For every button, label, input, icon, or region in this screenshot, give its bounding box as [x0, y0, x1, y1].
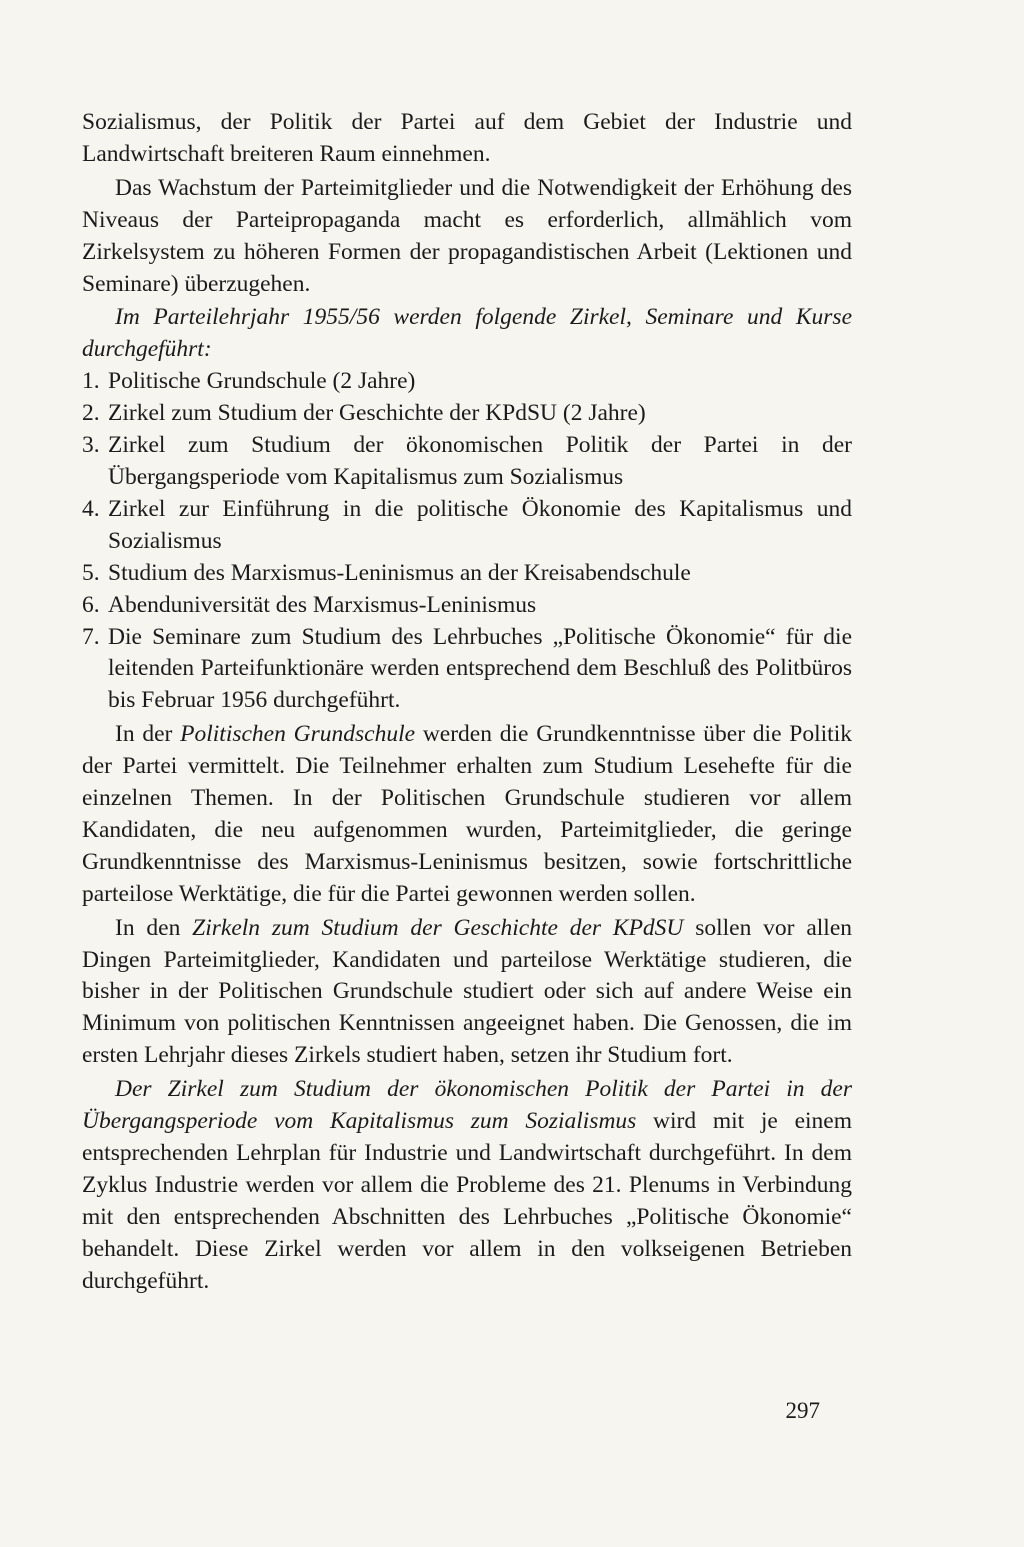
list-item — [82, 590, 852, 622]
paragraph-lead: In den — [115, 914, 193, 941]
paragraph-continuation: Sozialismus, der Politik der Partei auf dem Gebiet der Industrie und Landwirtschaft breiteren Raum einnehmen. — [82, 109, 852, 167]
course-list — [82, 366, 852, 717]
list-item-number: 1. — [82, 368, 100, 395]
body-text — [82, 107, 852, 1298]
paragraph-kpdsu — [82, 913, 852, 1073]
list-item-text: Die Seminare zum Studium des Lehrbuches „Politische Ökonomie“ für die leitenden Parteifunktionäre werden entsprechend dem Beschluß des Politbüros bis Februar 1956 durchgeführt. — [108, 623, 852, 714]
list-item-text: Studium des Marxismus-Leninismus an der Kreisabendschule — [108, 559, 691, 586]
paragraph-rest: sollen vor allen Dingen Parteimitglieder, Kandidaten und parteilose Werktätige studieren, die bisher in der Politischen Grundschule studiert oder sich auf andere Weise ein Minimum von politischen Kenntnissen angeeignet haben. Die Genossen, die im ersten Lehrjahr dieses Zirkels studiert haben, setzen ihr Studium fort. — [82, 914, 852, 1069]
emphasis-grundschule: Politischen Grundschule — [180, 721, 416, 748]
list-item-number: 7. — [82, 623, 100, 650]
paragraph-growth: Das Wachstum der Parteimitglieder und die Notwendigkeit der Erhöhung des Niveaus der Parteipropaganda macht es erforderlich, allmählich vom Zirkelsystem zu höheren Formen der propagandistischen Arbeit (Lektionen und Seminare) überzugehen. — [82, 174, 852, 297]
list-item — [82, 494, 852, 558]
list-item-number: 2. — [82, 400, 100, 427]
list-item-number: 5. — [82, 559, 100, 586]
page-number: 297 — [785, 1398, 820, 1423]
paragraph-lead: In der — [115, 721, 181, 748]
list-item — [82, 366, 852, 398]
list-item-text: Politische Grundschule (2 Jahre) — [108, 368, 416, 395]
list-item-text: Zirkel zum Studium der Geschichte der KPdSU (2 Jahre) — [108, 400, 646, 427]
list-item — [82, 430, 852, 494]
paragraph-course-intro: Im Parteilehrjahr 1955/56 werden folgende Zirkel, Seminare und Kurse durchgeführt: — [82, 304, 852, 363]
list-item-number: 4. — [82, 495, 100, 522]
list-item — [82, 398, 852, 430]
paragraph-oekonomie — [82, 1074, 852, 1297]
list-item — [82, 558, 852, 590]
paragraph-rest: wird mit je einem entsprechenden Lehrplan für Industrie und Landwirtschaft durchgeführt. In dem Zyklus Industrie werden vor allem die Probleme des 21. Plenums in Verbindung mit den entsprechenden Abschnitten des Lehrbuches „Politische Ökonomie“ behandelt. Diese Zirkel werden vor allem in den volkseigenen Betrieben durchgeführt. — [82, 1108, 852, 1294]
emphasis-oekonomie: Der Zirkel zum Studium der ökonomischen Politik der Partei in der Übergangsperiode vom Kapitalismus zum Sozialismus — [82, 1076, 852, 1135]
list-item — [82, 622, 852, 718]
paragraph-grundschule — [82, 719, 852, 910]
list-item-text: Abenduniversität des Marxismus-Leninismus — [108, 591, 537, 618]
emphasis-kpdsu: Zirkeln zum Studium der Geschichte der KPdSU — [192, 914, 684, 941]
list-item-number: 3. — [82, 432, 100, 459]
list-item-text: Zirkel zur Einführung in die politische Ökonomie des Kapitalismus und Sozialismus — [108, 495, 852, 554]
list-item-text: Zirkel zum Studium der ökonomischen Politik der Partei in der Übergangsperiode vom Kapitalismus zum Sozialismus — [108, 432, 852, 490]
paragraph-rest: werden die Grundkenntnisse über die Politik der Partei vermittelt. Die Teilnehmer erhalten zum Studium Lesehefte für die einzelnen Themen. In der Politischen Grundschule studieren vor allem Kandidaten, die neu aufgenommen wurden, Parteimitglieder, die geringe Grundkenntnisse des Marxismus-Leninismus besitzen, sowie fortschrittliche parteilose Werktätige, die für die Partei gewonnen werden sollen. — [82, 721, 852, 907]
list-item-number: 6. — [82, 591, 100, 618]
